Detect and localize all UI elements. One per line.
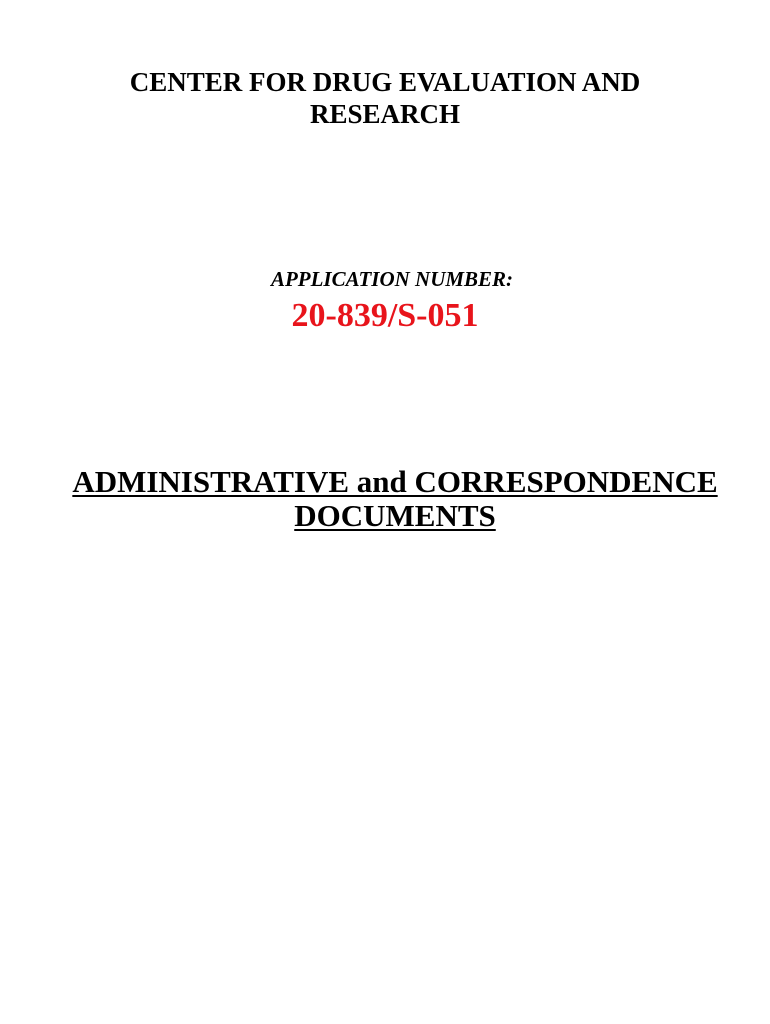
center-title-line-1: CENTER FOR DRUG EVALUATION AND <box>129 67 641 97</box>
documents-title-line-1: ADMINISTRATIVE and CORRESPONDENCE <box>72 464 718 499</box>
application-number-label: APPLICATION NUMBER: <box>270 267 514 291</box>
documents-title-line-2: DOCUMENTS <box>294 498 496 533</box>
documents-title <box>0 465 770 533</box>
center-title <box>0 66 770 130</box>
center-title-line-2: RESEARCH <box>309 99 461 129</box>
application-number: 20-839/S-051 <box>291 297 479 334</box>
